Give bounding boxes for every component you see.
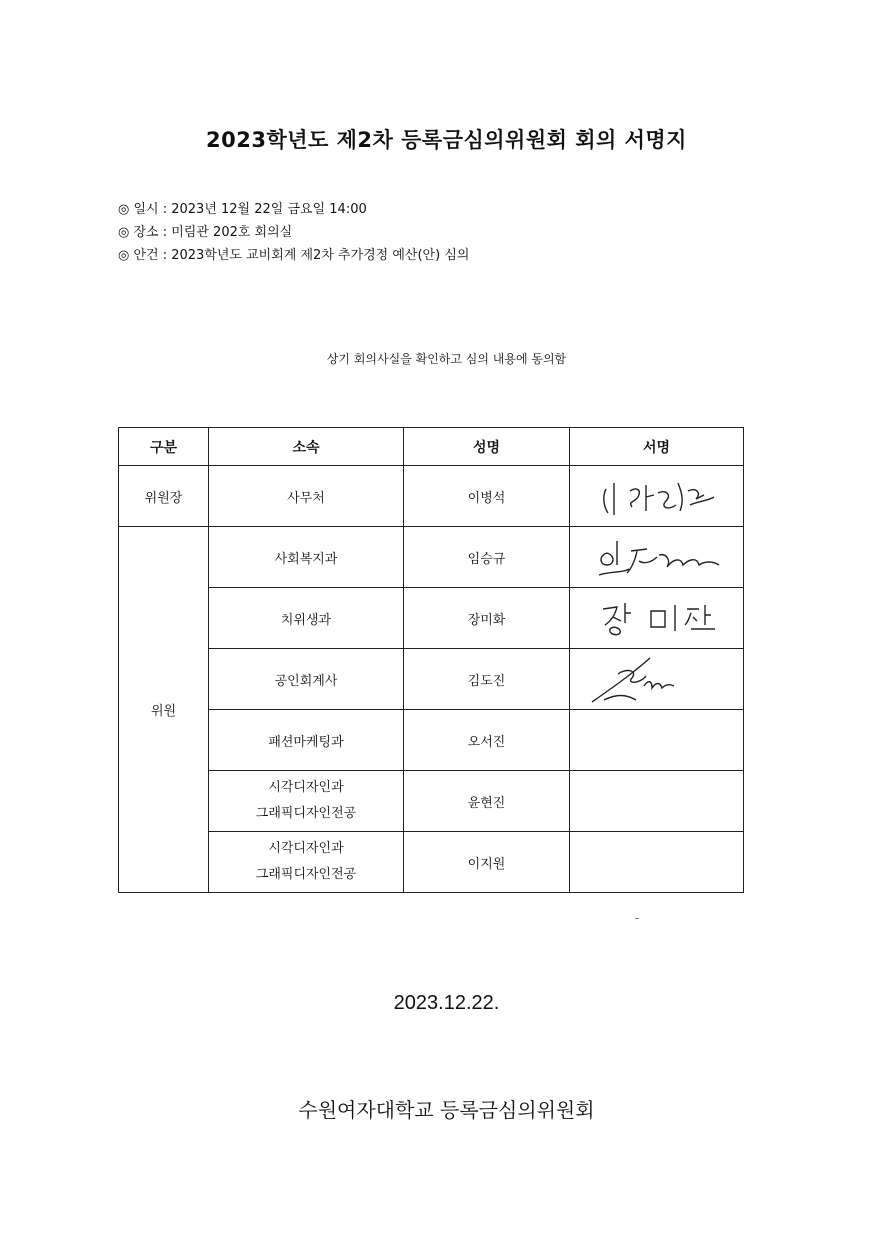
table-row	[119, 527, 744, 588]
handwritten-signature	[582, 650, 732, 708]
affiliation-line: 그래픽디자인전공	[255, 867, 357, 882]
affiliation-line: 그래픽디자인전공	[255, 806, 357, 821]
signature-table	[118, 427, 744, 893]
scan-speck	[635, 918, 639, 919]
meeting-info	[118, 198, 469, 267]
signature-cell	[570, 466, 744, 527]
affiliation-cell: 치위생과	[209, 588, 404, 649]
name-cell: 임승규	[404, 527, 570, 588]
document-date: 2023.12.22.	[393, 992, 500, 1014]
affiliation-line: 시각디자인과	[268, 841, 344, 856]
name-cell: 윤현진	[404, 771, 570, 832]
info-agenda: ◎ 안건 : 2023학년도 교비회계 제2차 추가경정 예산(안) 심의	[118, 248, 470, 263]
signature-cell	[570, 588, 744, 649]
header-signature: 서명	[570, 428, 744, 466]
name-cell: 오서진	[404, 710, 570, 771]
table-row	[119, 588, 744, 649]
name-cell: 이지원	[404, 832, 570, 893]
affiliation-line: 시각디자인과	[268, 780, 344, 795]
table-row	[119, 466, 744, 527]
name-cell: 김도진	[404, 649, 570, 710]
category-cell: 위원장	[119, 466, 209, 527]
affiliation-cell: 사무처	[209, 466, 404, 527]
table-header-row	[119, 428, 744, 466]
signature-cell	[570, 649, 744, 710]
handwritten-signature	[587, 531, 727, 583]
agreement-statement: 상기 회의사실을 확인하고 심의 내용에 동의함	[326, 352, 567, 366]
header-affiliation: 소속	[209, 428, 404, 466]
table-row	[119, 649, 744, 710]
name-cell: 이병석	[404, 466, 570, 527]
table-row	[119, 710, 744, 771]
category-cell: 위원	[119, 527, 209, 893]
affiliation-cell: 패션마케팅과	[209, 710, 404, 771]
name-cell: 장미화	[404, 588, 570, 649]
organization-name: 수원여자대학교 등록금심의위원회	[298, 1098, 595, 1122]
handwritten-signature	[592, 471, 722, 521]
table-row	[119, 771, 744, 832]
table-row	[119, 832, 744, 893]
signature-cell	[570, 771, 744, 832]
header-category: 구분	[119, 428, 209, 466]
info-datetime: ◎ 일시 : 2023년 12월 22일 금요일 14:00	[118, 202, 367, 217]
signature-cell	[570, 527, 744, 588]
signature-cell	[570, 710, 744, 771]
affiliation-cell	[209, 771, 404, 832]
info-location: ◎ 장소 : 미림관 202호 회의실	[118, 225, 293, 240]
affiliation-cell: 사회복지과	[209, 527, 404, 588]
signature-cell	[570, 832, 744, 893]
handwritten-signature	[587, 593, 727, 643]
affiliation-cell: 공인회계사	[209, 649, 404, 710]
document-title: 2023학년도 제2차 등록금심의위원회 회의 서명지	[206, 128, 687, 152]
affiliation-cell	[209, 832, 404, 893]
header-name: 성명	[404, 428, 570, 466]
